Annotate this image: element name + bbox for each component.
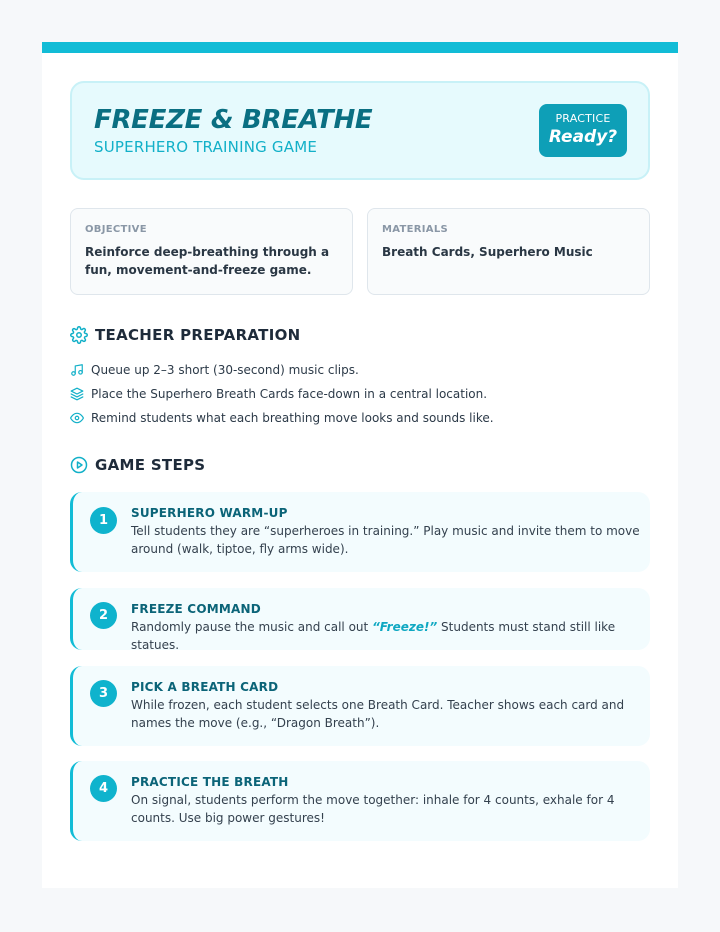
music-note-icon	[70, 363, 84, 377]
step-number: 4	[90, 775, 117, 802]
prep-item-text: Place the Superhero Breath Cards face-down in a central location.	[91, 387, 488, 401]
freeze-highlight: “Freeze!”	[372, 620, 438, 634]
list-item	[70, 406, 650, 430]
step-card	[70, 761, 650, 841]
badge-main-text: Ready?	[548, 127, 618, 147]
step-number: 1	[90, 507, 117, 534]
step-description: On signal, students perform the move together: inhale for 4 counts, exhale for 4 counts. Use big power gestures!	[131, 793, 615, 825]
prep-item-text: Remind students what each breathing move looks and sounds like.	[91, 411, 494, 425]
practice-badge	[539, 104, 627, 157]
list-item	[70, 382, 650, 406]
step-description: Tell students they are “superheroes in training.” Play music and invite them to move around (walk, tiptoe, fly arms wide).	[131, 524, 640, 556]
game-steps-title: GAME STEPS	[95, 456, 206, 474]
step-description: While frozen, each student selects one Breath Card. Teacher shows each card and names the move (e.g., “Dragon Breath”).	[131, 698, 625, 730]
top-accent-bar	[42, 42, 678, 53]
prep-list	[70, 358, 650, 430]
step-title: FREEZE COMMAND	[131, 602, 261, 616]
layers-icon	[70, 387, 84, 401]
badge-top-text: PRACTICE	[555, 112, 611, 125]
gear-icon	[70, 326, 88, 344]
step-number: 2	[90, 602, 117, 629]
worksheet-page	[42, 42, 678, 888]
game-steps-heading	[70, 456, 205, 474]
list-item	[70, 358, 650, 382]
objective-label: OBJECTIVE	[85, 224, 147, 235]
page-title: FREEZE & BREATHE	[94, 105, 373, 135]
step-title: PRACTICE THE BREATH	[131, 775, 289, 789]
objective-value: Reinforce deep-breathing through a fun, movement-and-freeze game.	[85, 245, 330, 277]
prep-item-text: Queue up 2–3 short (30-second) music clips.	[91, 363, 359, 377]
page-subtitle: SUPERHERO TRAINING GAME	[94, 138, 318, 156]
step-number: 3	[90, 680, 117, 707]
materials-card	[367, 208, 650, 295]
teacher-prep-heading	[70, 326, 301, 344]
materials-label: MATERIALS	[382, 224, 449, 235]
step-description	[131, 618, 641, 654]
step-desc-pre: Randomly pause the music and call out	[131, 620, 373, 634]
play-circle-icon	[70, 456, 88, 474]
objective-card	[70, 208, 353, 295]
step-card	[70, 588, 650, 650]
step-title: PICK A BREATH CARD	[131, 680, 279, 694]
materials-value: Breath Cards, Superhero Music	[382, 245, 593, 259]
step-card	[70, 492, 650, 572]
step-card	[70, 666, 650, 746]
step-title: SUPERHERO WARM-UP	[131, 506, 288, 520]
eye-icon	[70, 411, 84, 425]
step-desc-post: Students must stand still like statues.	[131, 620, 616, 652]
teacher-prep-title: TEACHER PREPARATION	[95, 326, 301, 344]
header-card	[70, 81, 650, 180]
